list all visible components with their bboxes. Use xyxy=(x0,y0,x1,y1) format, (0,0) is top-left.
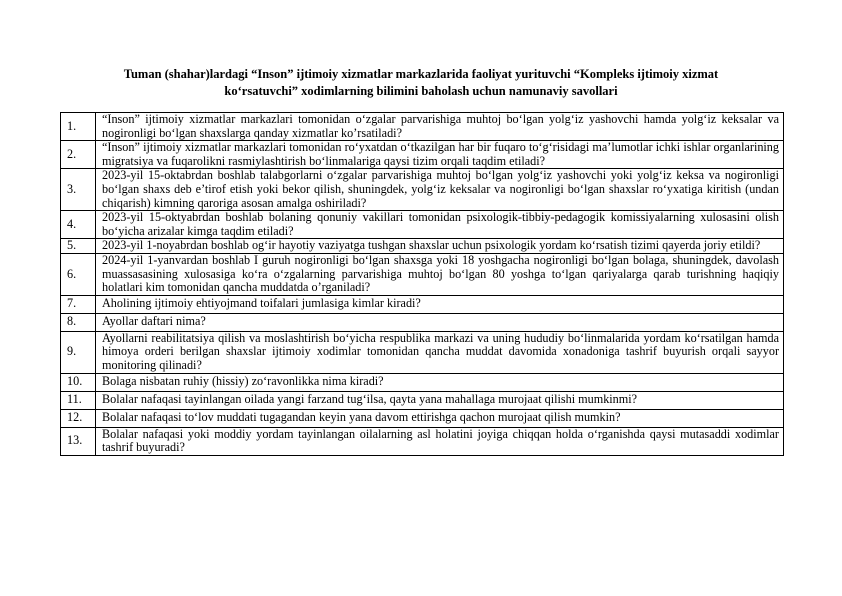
table-row xyxy=(61,409,784,427)
table-row xyxy=(61,113,784,141)
questions-table xyxy=(60,112,784,456)
question-number: 5. xyxy=(61,239,96,254)
question-number: 7. xyxy=(61,295,96,313)
question-number: 9. xyxy=(61,331,96,373)
question-text: Bolaga nisbatan ruhiy (hissiy) zo‘ravonlikka nima kiradi? xyxy=(96,373,784,391)
question-number: 11. xyxy=(61,391,96,409)
question-number: 2. xyxy=(61,141,96,169)
table-row xyxy=(61,331,784,373)
question-text: 2023-yil 1-noyabrdan boshlab og‘ir hayotiy vaziyatga tushgan shaxslar uchun psixologik yordam ko‘rsatish tizimi qayerda joriy etildi? xyxy=(96,239,784,254)
question-number: 4. xyxy=(61,211,96,239)
title-line-1: Tuman (shahar)lardagi “Inson” ijtimoiy xizmatlar markazlarida faoliyat yurituvchi “Kompleks ijtimoiy xizmat xyxy=(123,67,719,81)
question-text: Bolalar nafaqasi to‘lov muddati tugagandan keyin yana davom ettirishga qachon murojaat qilish mumkin? xyxy=(96,409,784,427)
table-row xyxy=(61,141,784,169)
table-row xyxy=(61,391,784,409)
table-row xyxy=(61,427,784,455)
table-row xyxy=(61,239,784,254)
table-row xyxy=(61,295,784,313)
question-number: 12. xyxy=(61,409,96,427)
question-text: Aholining ijtimoiy ehtiyojmand toifalari jumlasiga kimlar kiradi? xyxy=(96,295,784,313)
question-text: Bolalar nafaqasi tayinlangan oilada yangi farzand tug‘ilsa, qayta yana mahallaga murojaat qilishi mumkinmi? xyxy=(96,391,784,409)
question-text: 2024-yil 1-yanvardan boshlab I guruh nogironligi bo‘lgan shaxsga yoki 18 yoshgacha nogironligi bo‘lgan bolaga, shuningdek, davolash muassasasining xulosasiga ko‘ra o‘zgalarning parvarishiga muhtoj bo‘lgan 80 yoshga to‘lgan qariyalarga qarab turishning haqiqiy holatlari kim tomonidan qancha muddatda o’rganiladi? xyxy=(96,253,784,295)
question-number: 10. xyxy=(61,373,96,391)
title-line-2: ko‘rsatuvchi” xodimlarning bilimini baholash uchun namunaviy savollari xyxy=(224,84,618,98)
question-text: Bolalar nafaqasi yoki moddiy yordam tayinlangan oilalarning asl holatini joyiga chiqqan holda o‘rganishda qaysi mutasaddi xodimlar tashrif buyuradi? xyxy=(96,427,784,455)
table-row xyxy=(61,253,784,295)
question-number: 13. xyxy=(61,427,96,455)
question-text: 2023-yil 15-oktabrdan boshlab talabgorlarni o‘zgalar parvarishiga muhtoj bo‘lgan yolg‘iz yashovchi yoki yolg‘iz keksa va nogironligi bo‘lgan shaxs deb e’tirof etish yoki bekor qilish, shuningdek, yolg‘iz keksalar va nogironligi bo‘lgan shaxslar ro‘yxatiga kiritish (undan chiqarish) kimning qaroriga asosan amalga oshiriladi? xyxy=(96,169,784,211)
question-number: 8. xyxy=(61,313,96,331)
table-row xyxy=(61,211,784,239)
table-row xyxy=(61,313,784,331)
question-text: Ayollar daftari nima? xyxy=(96,313,784,331)
question-text: Ayollarni reabilitatsiya qilish va moslashtirish bo‘yicha respublika markazi va uning hududiy bo‘linmalarida yordam ko‘rsatilgan hamda himoya orderi berilgan shaxslar ijtimoiy xodimlar tomonidan qancha muddat davomida xonadoniga tashrif buyurish orqali sayyor monitoring qilinadi? xyxy=(96,331,784,373)
question-number: 3. xyxy=(61,169,96,211)
question-number: 1. xyxy=(61,113,96,141)
question-text: “Inson” ijtimoiy xizmatlar markazlari tomonidan ro‘yxatdan o‘tkazilgan har bir fuqaro to‘g‘risidagi ma’lumotlar ichki ishlar organlarining migratsiya va fuqarolikni rasmiylashtirish bo‘linmalariga qaysi tizim orqali taqdim etiladi? xyxy=(96,141,784,169)
table-row xyxy=(61,169,784,211)
table-row xyxy=(61,373,784,391)
question-text: 2023-yil 15-oktyabrdan boshlab bolaning qonuniy vakillari tomonidan psixologik-tibbiy-pedagogik komissiyalarning xulosasini olish bo‘yicha arizalar kimga taqdim etiladi? xyxy=(96,211,784,239)
document-title xyxy=(80,66,762,100)
question-number: 6. xyxy=(61,253,96,295)
question-text: “Inson” ijtimoiy xizmatlar markazlari tomonidan o‘zgalar parvarishiga muhtoj bo‘lgan yolg‘iz yashovchi hamda yolg‘iz keksalar va nogironligi bo‘lgan shaxslarga qanday xizmatlar ko’rsatiladi? xyxy=(96,113,784,141)
